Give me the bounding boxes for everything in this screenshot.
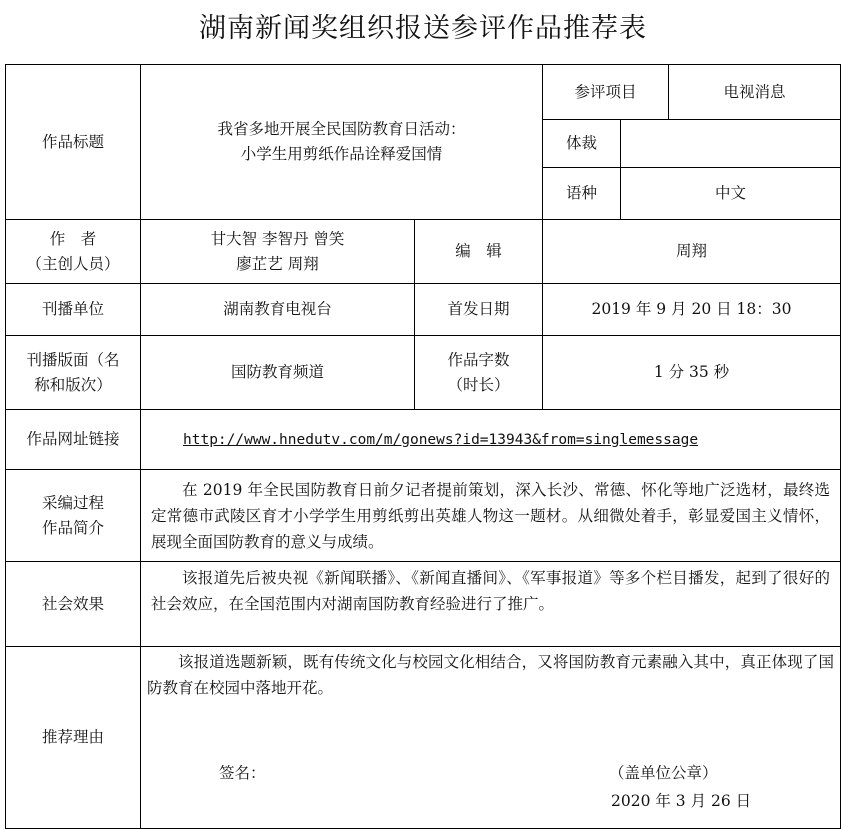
process-label-line1: 采编过程 (41, 493, 104, 512)
author-label-line1: 作 者 (49, 229, 97, 248)
genre-value (621, 120, 841, 168)
duration-value: 1 分 35 秒 (543, 336, 841, 410)
first-date-value: 2019 年 9 月 20 日 18：30 (543, 284, 841, 336)
process-label-line2: 作品简介 (41, 518, 104, 537)
language-label: 语种 (543, 168, 621, 220)
author-label (6, 220, 141, 284)
reason-label: 推荐理由 (6, 647, 141, 829)
process-value (141, 470, 841, 562)
signature-label: 签名： (219, 764, 266, 782)
layout-value: 国防教育频道 (141, 336, 415, 410)
word-count-label-line2: （时长） (447, 375, 510, 394)
publisher-label: 刊播单位 (6, 284, 141, 336)
author-label-line2: （主创人员） (26, 254, 120, 273)
category-label: 参评项目 (543, 65, 669, 120)
sign-date: 2020 年 3 月 26 日 (611, 792, 752, 810)
reason-value (141, 647, 841, 829)
publisher-value: 湖南教育电视台 (141, 284, 415, 336)
language-value: 中文 (621, 168, 841, 220)
process-label (6, 470, 141, 562)
work-url-link[interactable]: http://www.hnedutv.com/m/gonews?id=13943&from=singlemessage (183, 431, 699, 448)
process-text: 在 2019 年全民国防教育日前夕记者提前策划，深入长沙、常德、怀化等地广泛选材，最终选定常德市武陵区育才小学学生用剪纸剪出英雄人物这一题材。从细微处着手，彰显爱国主义情怀，展现全面国防教育的意义与成绩。 (151, 480, 830, 551)
layout-label-line1: 刊播版面（名 (26, 350, 120, 369)
layout-label (6, 336, 141, 410)
editor-label: 编 辑 (415, 220, 543, 284)
first-date-label: 首发日期 (415, 284, 543, 336)
social-text: 该报道先后被央视《新闻联播》、《新闻直播间》、《军事报道》等多个栏目播发，起到了很好的社会效应，在全国范围内对湖南国防教育经验进行了推广。 (151, 569, 830, 613)
form-title: 湖南新闻奖组织报送参评作品推荐表 (199, 13, 647, 44)
layout-label-line2: 称和版次） (34, 375, 112, 394)
editor-value: 周翔 (543, 220, 841, 284)
social-label: 社会效果 (6, 562, 141, 647)
word-count-label (415, 336, 543, 410)
reason-text: 该报道选题新颖，既有传统文化与校园文化相结合，又将国防教育元素融入其中，真正体现了国防教育在校园中落地开花。 (147, 653, 834, 697)
authors-line2: 廖芷艺 周翔 (236, 254, 319, 273)
word-count-label-line1: 作品字数 (447, 350, 510, 369)
genre-label: 体裁 (543, 120, 621, 168)
url-value (141, 410, 841, 470)
social-value (141, 562, 841, 647)
work-title-label: 作品标题 (6, 65, 141, 220)
url-label: 作品网址链接 (6, 410, 141, 470)
stamp-label: （盖单位公章） (609, 764, 718, 782)
work-title-value (141, 65, 543, 220)
category-value: 电视消息 (669, 65, 841, 120)
authors-line1: 甘大智 李智丹 曾笑 (210, 229, 345, 248)
authors-value (141, 220, 415, 284)
work-title-line1: 我省多地开展全民国防教育日活动： (217, 120, 466, 138)
work-title-line2: 小学生用剪纸作品诠释爱国情 (240, 145, 443, 163)
recommendation-form-table (5, 64, 841, 829)
